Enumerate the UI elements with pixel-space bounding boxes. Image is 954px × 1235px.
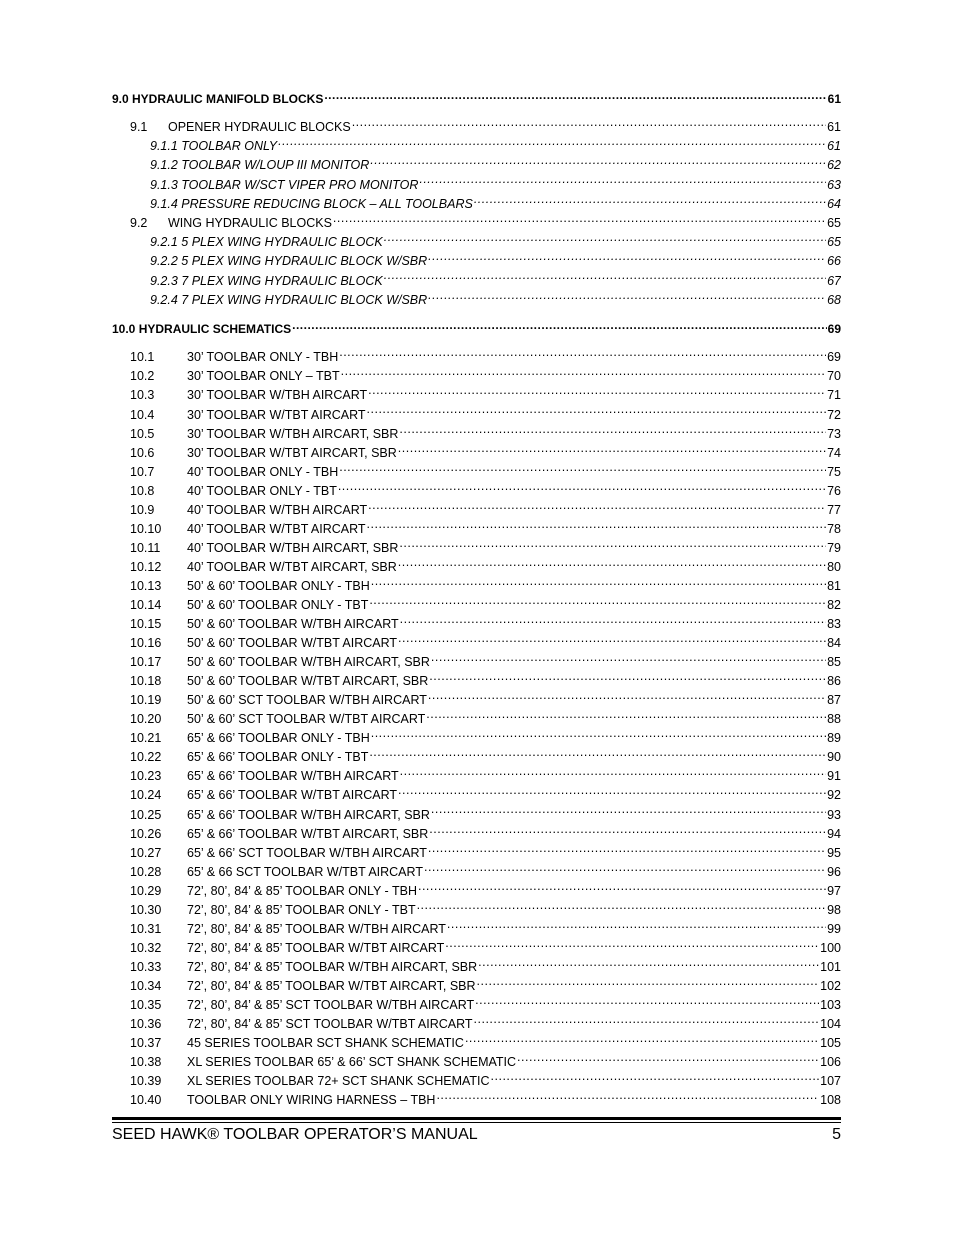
toc-entry-number: 10.8 xyxy=(130,483,155,498)
toc-section-10-items xyxy=(112,348,841,1110)
toc-entry-page: 104 xyxy=(820,1017,841,1032)
toc-entry[interactable] xyxy=(112,291,841,310)
toc-entry-number: 10.38 xyxy=(130,1055,162,1070)
toc-entry-title: 72’, 80’, 84’ & 85’ SCT TOOLBAR W/TBT AIRCART xyxy=(187,1017,473,1032)
toc-entry[interactable] xyxy=(112,1091,841,1110)
toc-entry[interactable] xyxy=(112,482,841,501)
toc-entry[interactable] xyxy=(112,195,841,214)
toc-entry[interactable] xyxy=(112,596,841,615)
toc-entry-title: 50’ & 60’ SCT TOOLBAR W/TBH AIRCART xyxy=(187,693,427,708)
toc-entry-page: 63 xyxy=(827,177,841,192)
toc-entry[interactable] xyxy=(112,691,841,710)
toc-entry[interactable] xyxy=(112,367,841,386)
toc-entry-page: 64 xyxy=(827,196,841,211)
toc-entry[interactable] xyxy=(112,806,841,825)
toc-entry-page: 67 xyxy=(827,273,841,288)
toc-leader-dots xyxy=(417,901,827,914)
toc-leader-dots xyxy=(324,91,826,103)
toc-leader-dots xyxy=(339,349,826,362)
toc-entry-title: 72’, 80’, 84’ & 85’ TOOLBAR W/TBT AIRCART xyxy=(187,940,445,955)
toc-entry-page: 103 xyxy=(820,997,841,1012)
toc-entry-number: 10.10 xyxy=(130,521,162,536)
toc-entry-page: 74 xyxy=(827,445,841,460)
toc-leader-dots xyxy=(424,863,826,876)
toc-section-title: 9.0 HYDRAULIC MANIFOLD BLOCKS xyxy=(112,92,324,106)
toc-entry-page: 66 xyxy=(827,254,841,269)
toc-entry-number: 10.3 xyxy=(130,388,155,403)
toc-entry-title: 50’ & 60’ TOOLBAR ONLY - TBT xyxy=(187,597,369,612)
toc-entry-page: 89 xyxy=(827,731,841,746)
toc-entry-number: 10.4 xyxy=(130,407,155,422)
toc-entry-title: 72’, 80’, 84’ & 85’ TOOLBAR W/TBH AIRCART, SBR xyxy=(187,959,478,974)
toc-entry-number: 10.35 xyxy=(130,997,162,1012)
toc-entry[interactable] xyxy=(112,996,841,1015)
toc-entry-title: 72’, 80’, 84’ & 85’ TOOLBAR ONLY - TBT xyxy=(187,902,416,917)
toc-entry[interactable] xyxy=(112,958,841,977)
toc-entry[interactable] xyxy=(112,463,841,482)
toc-entry[interactable] xyxy=(112,1034,841,1053)
toc-leader-dots xyxy=(474,1016,820,1029)
toc-leader-dots xyxy=(400,768,826,781)
toc-leader-dots xyxy=(445,939,819,952)
toc-leader-dots xyxy=(398,444,826,457)
toc-entry-title: 65’ & 66’ TOOLBAR W/TBT AIRCART, SBR xyxy=(187,826,429,841)
toc-leader-dots xyxy=(384,272,826,285)
toc-entry-number: 10.29 xyxy=(130,883,162,898)
toc-entry-title: 50’ & 60’ TOOLBAR W/TBH AIRCART, SBR xyxy=(187,655,430,670)
toc-entry[interactable] xyxy=(112,577,841,596)
toc-entry-title: 9.1.3 TOOLBAR W/SCT VIPER PRO MONITOR xyxy=(150,177,419,192)
toc-entry[interactable] xyxy=(112,1072,841,1091)
toc-entry-page: 73 xyxy=(827,426,841,441)
toc-entry-number: 10.36 xyxy=(130,1017,162,1032)
toc-entry-number: 10.18 xyxy=(130,674,162,689)
page-number: 5 xyxy=(832,1126,841,1143)
toc-entry-title: 72’, 80’, 84’ & 85’ TOOLBAR ONLY - TBH xyxy=(187,883,417,898)
toc-entry[interactable] xyxy=(112,176,841,195)
toc-leader-dots xyxy=(436,1092,819,1105)
toc-page-number: 61 xyxy=(827,92,841,106)
toc-entry[interactable] xyxy=(112,729,841,748)
toc-entry-page: 85 xyxy=(827,655,841,670)
toc-entry-page: 99 xyxy=(827,921,841,936)
toc-entry-page: 97 xyxy=(827,883,841,898)
toc-entry[interactable] xyxy=(112,844,841,863)
toc-entry-number: 10.11 xyxy=(130,540,161,555)
toc-entry[interactable] xyxy=(112,901,841,920)
toc-leader-dots xyxy=(339,463,826,476)
toc-entry-page: 107 xyxy=(820,1074,841,1089)
toc-entry-page: 84 xyxy=(827,636,841,651)
toc-entry[interactable] xyxy=(112,501,841,520)
toc-entry-number: 10.7 xyxy=(130,464,155,479)
toc-entry-page: 68 xyxy=(827,293,841,308)
toc-entry-title: 40’ TOOLBAR W/TBT AIRCART xyxy=(187,521,366,536)
toc-entry-title: 72’, 80’, 84’ & 85’ TOOLBAR W/TBT AIRCART, SBR xyxy=(187,978,476,993)
toc-page-number: 69 xyxy=(827,322,841,337)
toc-entry-title: 30’ TOOLBAR ONLY - TBH xyxy=(187,350,339,365)
toc-entry-number: 10.19 xyxy=(130,693,162,708)
toc-entry[interactable] xyxy=(112,767,841,786)
toc-entry-title: OPENER HYDRAULIC BLOCKS xyxy=(168,120,351,134)
toc-entry-title: 50’ & 60’ TOOLBAR W/TBH AIRCART xyxy=(187,617,399,632)
toc-entry-page: 65 xyxy=(827,216,841,231)
toc-entry-page: 75 xyxy=(827,464,841,479)
toc-entry-title: 40’ TOOLBAR W/TBH AIRCART, SBR xyxy=(187,540,399,555)
toc-leader-dots xyxy=(475,996,819,1009)
toc-entry-title: 9.2.3 7 PLEX WING HYDRAULIC BLOCK xyxy=(150,273,383,288)
toc-entry[interactable] xyxy=(112,786,841,805)
toc-entry-page: 90 xyxy=(827,750,841,765)
footer-rule-thin xyxy=(112,1122,841,1123)
toc-leader-dots xyxy=(371,577,826,590)
toc-leader-dots xyxy=(368,387,826,400)
toc-entry-title: 40’ TOOLBAR W/TBT AIRCART, SBR xyxy=(187,559,397,574)
toc-entry-page: 94 xyxy=(827,826,841,841)
toc-entry-title: 30’ TOOLBAR W/TBT AIRCART xyxy=(187,407,366,422)
toc-leader-dots xyxy=(338,482,826,495)
toc-entry-number: 10.26 xyxy=(130,826,162,841)
toc-entry[interactable] xyxy=(112,118,841,137)
toc-entry-title: 40’ TOOLBAR W/TBH AIRCART xyxy=(187,502,368,517)
toc-entry-page: 78 xyxy=(827,521,841,536)
toc-entry-title: 65’ & 66’ TOOLBAR W/TBH AIRCART xyxy=(187,769,399,784)
toc-leader-dots xyxy=(478,958,819,971)
toc-entry-page: 76 xyxy=(827,483,841,498)
toc-entry[interactable] xyxy=(112,233,841,252)
toc-entry-title: 40’ TOOLBAR ONLY - TBH xyxy=(187,464,339,479)
toc-entry-page: 65 xyxy=(827,235,841,250)
toc-entry-number: 10.5 xyxy=(130,426,155,441)
toc-entry-number: 10.25 xyxy=(130,807,162,822)
page-footer xyxy=(112,1126,841,1144)
toc-entry-title: 65’ & 66’ SCT TOOLBAR W/TBH AIRCART xyxy=(187,845,427,860)
toc-leader-dots xyxy=(418,882,826,895)
toc-entry-title: 65’ & 66’ TOOLBAR W/TBT AIRCART xyxy=(187,788,398,803)
toc-entry[interactable] xyxy=(112,710,841,729)
toc-entry-page: 61 xyxy=(827,139,841,153)
toc-entry-number: 10.28 xyxy=(130,864,162,879)
toc-entry[interactable] xyxy=(112,156,841,175)
toc-entry-number: 10.34 xyxy=(130,978,162,993)
toc-entry-page: 70 xyxy=(827,369,841,384)
toc-entry-number: 10.30 xyxy=(130,902,162,917)
toc-leader-dots xyxy=(428,292,826,305)
toc-entry[interactable] xyxy=(112,137,841,156)
toc-entry-page: 62 xyxy=(827,158,841,173)
toc-leader-dots xyxy=(491,1073,820,1086)
toc-section-10[interactable] xyxy=(112,320,841,338)
toc-entry-number: 10.13 xyxy=(130,578,162,593)
toc-entry-title: 72’, 80’, 84’ & 85’ SCT TOOLBAR W/TBH AIRCART xyxy=(187,997,475,1012)
toc-entry[interactable] xyxy=(112,748,841,767)
toc-entry-number: 10.15 xyxy=(130,617,162,632)
toc-entry-title: 30’ TOOLBAR ONLY – TBT xyxy=(187,369,340,384)
toc-entry-title: 72’, 80’, 84’ & 85’ TOOLBAR W/TBH AIRCART xyxy=(187,921,446,936)
toc-entry-page: 95 xyxy=(827,845,841,860)
toc-entry-page: 82 xyxy=(827,597,841,612)
toc-entry-number: 10.37 xyxy=(130,1036,162,1051)
toc-leader-dots xyxy=(429,825,826,838)
toc-entry[interactable] xyxy=(112,252,841,271)
manual-title: SEED HAWK® TOOLBAR OPERATOR’S MANUAL xyxy=(112,1126,478,1143)
toc-entry[interactable] xyxy=(112,272,841,291)
toc-entry[interactable] xyxy=(112,939,841,958)
toc-leader-dots xyxy=(474,195,826,208)
toc-entry-number: 10.39 xyxy=(130,1074,162,1089)
toc-entry[interactable] xyxy=(112,882,841,901)
toc-entry-number: 10.17 xyxy=(130,655,162,670)
toc-entry-title: TOOLBAR ONLY WIRING HARNESS – TBH xyxy=(187,1093,436,1108)
toc-entry-title: 65’ & 66’ TOOLBAR ONLY - TBT xyxy=(187,750,369,765)
toc-entry-number: 10.23 xyxy=(130,769,162,784)
toc-entry-number: 9.1 xyxy=(130,120,148,134)
toc-entry-page: 93 xyxy=(827,807,841,822)
toc-entry[interactable] xyxy=(112,444,841,463)
toc-entry-number: 10.40 xyxy=(130,1093,162,1108)
toc-entry-page: 106 xyxy=(820,1055,841,1070)
toc-leader-dots xyxy=(384,234,826,247)
toc-entry-number: 10.12 xyxy=(130,559,162,574)
toc-leader-dots xyxy=(367,520,827,533)
toc-entry-page: 61 xyxy=(827,120,841,134)
toc-entry[interactable] xyxy=(112,920,841,939)
toc-entry[interactable] xyxy=(112,406,841,425)
toc-entry[interactable] xyxy=(112,348,841,367)
toc-entry-page: 102 xyxy=(820,978,841,993)
toc-leader-dots xyxy=(369,596,826,609)
toc-entry-title: WING HYDRAULIC BLOCKS xyxy=(168,216,332,231)
toc-entry[interactable] xyxy=(112,672,841,691)
toc-leader-dots xyxy=(431,654,826,667)
toc-leader-dots xyxy=(431,806,826,819)
toc-entry-page: 91 xyxy=(827,769,841,784)
toc-leader-dots xyxy=(370,157,826,170)
toc-entry-page: 108 xyxy=(820,1093,841,1108)
toc-leader-dots xyxy=(477,977,820,990)
toc-entry-page: 71 xyxy=(827,388,841,403)
toc-leader-dots xyxy=(369,749,826,762)
toc-leader-dots xyxy=(428,692,826,705)
toc-leader-dots xyxy=(352,119,826,132)
toc-entry-number: 10.20 xyxy=(130,712,162,727)
toc-entry[interactable] xyxy=(112,539,841,558)
toc-leader-dots xyxy=(429,673,826,686)
toc-entry[interactable] xyxy=(112,615,841,634)
toc-entry[interactable] xyxy=(112,520,841,539)
toc-leader-dots xyxy=(428,844,826,857)
toc-leader-dots xyxy=(428,253,826,266)
toc-section-title: 10.0 HYDRAULIC SCHEMATICS xyxy=(112,322,292,337)
toc-entry-title: 65’ & 66’ TOOLBAR W/TBH AIRCART, SBR xyxy=(187,807,430,822)
toc-entry-title: 50’ & 60’ TOOLBAR W/TBT AIRCART xyxy=(187,636,398,651)
toc-leader-dots xyxy=(371,730,826,743)
toc-entry-title: 9.1.4 PRESSURE REDUCING BLOCK – ALL TOOLBARS xyxy=(150,196,473,211)
toc-leader-dots xyxy=(398,787,826,800)
table-of-contents xyxy=(112,90,841,1110)
toc-entry-title: 9.1.2 TOOLBAR W/LOUP III MONITOR xyxy=(150,158,370,173)
toc-entry[interactable] xyxy=(112,1053,841,1072)
toc-entry[interactable] xyxy=(112,863,841,882)
toc-entry-title: 65’ & 66 SCT TOOLBAR W/TBT AIRCART xyxy=(187,864,423,879)
toc-entry-page: 96 xyxy=(827,864,841,879)
toc-entry[interactable] xyxy=(112,1015,841,1034)
toc-entry[interactable] xyxy=(112,634,841,653)
toc-leader-dots xyxy=(400,616,826,629)
toc-entry[interactable] xyxy=(112,558,841,577)
toc-leader-dots xyxy=(333,215,826,228)
toc-entry-number: 10.16 xyxy=(130,636,162,651)
toc-leader-dots xyxy=(292,321,827,333)
toc-leader-dots xyxy=(398,558,826,571)
toc-entry-title: 30’ TOOLBAR W/TBH AIRCART xyxy=(187,388,368,403)
toc-entry-page: 81 xyxy=(827,578,841,593)
toc-entry-number: 10.31 xyxy=(130,921,162,936)
toc-entry[interactable] xyxy=(112,386,841,405)
toc-leader-dots xyxy=(399,539,826,552)
toc-entry-number: 10.24 xyxy=(130,788,162,803)
toc-entry-title: 30’ TOOLBAR W/TBH AIRCART, SBR xyxy=(187,426,399,441)
toc-entry-number: 10.32 xyxy=(130,940,162,955)
toc-entry-page: 77 xyxy=(827,502,841,517)
toc-leader-dots xyxy=(278,138,826,151)
toc-entry-title: XL SERIES TOOLBAR 72+ SCT SHANK SCHEMATIC xyxy=(187,1074,490,1089)
toc-entry-number: 10.2 xyxy=(130,369,155,384)
toc-leader-dots xyxy=(426,711,826,724)
toc-entry-number: 10.1 xyxy=(130,350,155,365)
toc-leader-dots xyxy=(368,501,826,514)
toc-entry-title: 45 SERIES TOOLBAR SCT SHANK SCHEMATIC xyxy=(187,1036,464,1051)
toc-entry-page: 101 xyxy=(820,959,841,974)
toc-entry-number: 10.33 xyxy=(130,959,162,974)
toc-entry-page: 92 xyxy=(827,788,841,803)
toc-entry-number: 10.22 xyxy=(130,750,162,765)
toc-entry-number: 9.2 xyxy=(130,216,148,231)
toc-leader-dots xyxy=(398,635,826,648)
toc-entry[interactable] xyxy=(112,425,841,444)
toc-entry-title: 9.2.2 5 PLEX WING HYDRAULIC BLOCK W/SBR xyxy=(150,254,428,269)
toc-entry-number: 10.21 xyxy=(130,731,162,746)
toc-leader-dots xyxy=(399,425,826,438)
toc-entry-number: 10.6 xyxy=(130,445,155,460)
toc-entry-title: 50’ & 60’ TOOLBAR W/TBT AIRCART, SBR xyxy=(187,674,429,689)
toc-entry[interactable] xyxy=(112,977,841,996)
toc-leader-dots xyxy=(517,1054,819,1067)
toc-entry[interactable] xyxy=(112,214,841,233)
toc-entry-title: 30’ TOOLBAR W/TBT AIRCART, SBR xyxy=(187,445,397,460)
toc-section-9-items xyxy=(112,118,841,310)
toc-entry-page: 86 xyxy=(827,674,841,689)
toc-entry[interactable] xyxy=(112,825,841,844)
toc-entry-page: 100 xyxy=(820,940,841,955)
toc-entry-title: 9.2.1 5 PLEX WING HYDRAULIC BLOCK xyxy=(150,235,383,250)
toc-entry-page: 98 xyxy=(827,902,841,917)
toc-entry-page: 72 xyxy=(827,407,841,422)
toc-entry-number: 10.9 xyxy=(130,502,155,517)
toc-entry-page: 87 xyxy=(827,693,841,708)
toc-leader-dots xyxy=(367,406,827,419)
toc-entry-page: 83 xyxy=(827,617,841,632)
toc-leader-dots xyxy=(419,176,826,189)
toc-leader-dots xyxy=(447,920,826,933)
footer-rule-thick xyxy=(112,1117,841,1120)
toc-entry[interactable] xyxy=(112,653,841,672)
toc-entry-title: 9.1.1 TOOLBAR ONLY xyxy=(150,139,278,153)
toc-entry-title: 9.2.4 7 PLEX WING HYDRAULIC BLOCK W/SBR xyxy=(150,293,428,308)
toc-entry-page: 69 xyxy=(827,350,841,365)
toc-entry-page: 79 xyxy=(827,540,841,555)
toc-leader-dots xyxy=(465,1035,819,1048)
toc-entry-page: 88 xyxy=(827,712,841,727)
toc-entry-page: 105 xyxy=(820,1036,841,1051)
toc-entry-title: 50’ & 60’ SCT TOOLBAR W/TBT AIRCART xyxy=(187,712,426,727)
toc-entry-page: 80 xyxy=(827,559,841,574)
toc-leader-dots xyxy=(341,368,826,381)
toc-entry-title: 65’ & 66’ TOOLBAR ONLY - TBH xyxy=(187,731,370,746)
toc-entry-title: XL SERIES TOOLBAR 65’ & 66’ SCT SHANK SCHEMATIC xyxy=(187,1055,517,1070)
toc-entry-title: 40’ TOOLBAR ONLY - TBT xyxy=(187,483,337,498)
toc-entry-number: 10.14 xyxy=(130,597,162,612)
toc-section-9[interactable] xyxy=(112,90,841,108)
toc-entry-title: 50’ & 60’ TOOLBAR ONLY - TBH xyxy=(187,578,370,593)
toc-entry-number: 10.27 xyxy=(130,845,162,860)
